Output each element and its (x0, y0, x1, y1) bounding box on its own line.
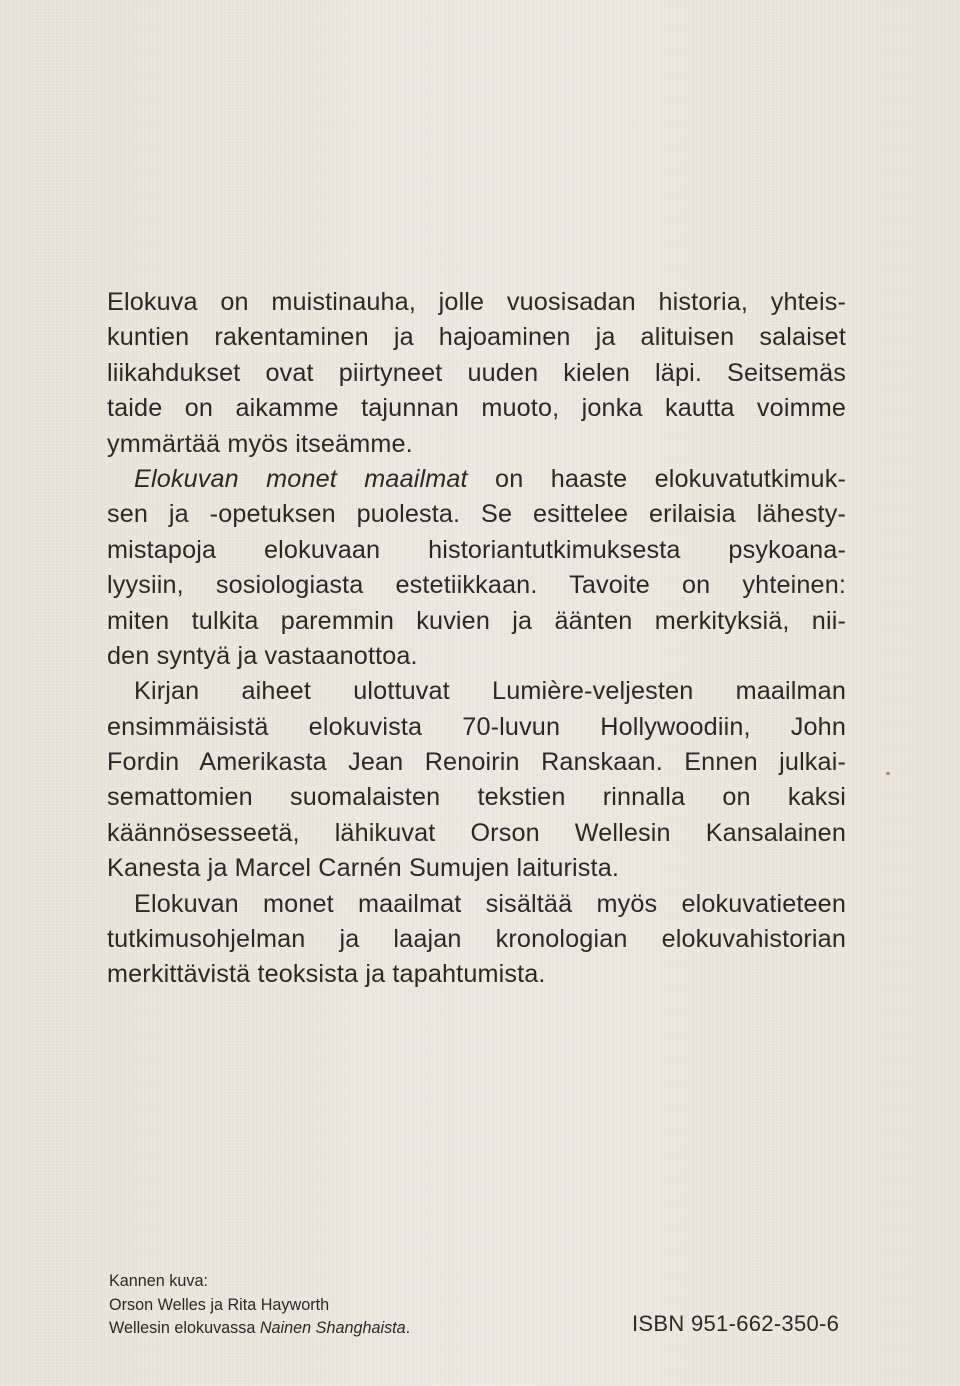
blurb-line: Fordin Amerikasta Jean Renoirin Ranskaan. Ennen julkai- (107, 748, 846, 777)
blurb-line: käännösesseetä, lähikuvat Orson Wellesin Kansalainen (107, 818, 846, 847)
blurb-line: liikahdukset ovat piirtyneet uuden kielen läpi. Seitsemäs (107, 358, 846, 387)
book-title-italic: Elokuvan monet maailmat (134, 464, 468, 493)
blurb-line: lyysiin, sosiologiasta estetiikkaan. Tavoite on yhteinen: (107, 571, 846, 600)
cover-credit-suffix: . (405, 1319, 411, 1337)
blurb-line-with-title (107, 462, 846, 497)
blurb-line: Kirjan aiheet ulottuvat Lumière-veljesten maailman (134, 677, 846, 706)
blurb-line: miten tulkita paremmin kuvien ja äänten merkityksiä, nii- (107, 606, 846, 635)
blurb-line: kuntien rakentaminen ja hajoaminen ja alituisen salaiset (107, 323, 846, 352)
isbn: ISBN 951-662-350-6 (632, 1311, 840, 1336)
cover-credit-heading: Kannen kuva: (109, 1272, 208, 1290)
blurb-line: Elokuva on muistinauha, jolle vuosisadan historia, yhteis- (107, 288, 846, 316)
blurb-line: Kanesta ja Marcel Carnén Sumujen laiturista. (107, 854, 619, 883)
blurb-line: merkittävistä teoksista ja tapahtumista. (107, 960, 546, 989)
blurb-line: taide on aikamme tajunnan muoto, jonka kautta voimme (107, 394, 846, 423)
blurb-line-rest: on haaste elokuvatutkimuk- (495, 464, 846, 493)
blurb-text (107, 285, 846, 993)
paper-speck (886, 772, 890, 775)
blurb-line: mistapoja elokuvaan historiantutkimuksesta psykoana- (107, 535, 846, 564)
blurb-line: ymmärtää myös itseämme. (107, 429, 413, 458)
cover-credit-line1: Orson Welles ja Rita Hayworth (109, 1295, 330, 1314)
blurb-line: tutkimusohjelman ja laajan kronologian elokuvahistorian (107, 925, 846, 954)
blurb-line: sen ja -opetuksen puolesta. Se esittelee erilaisia lähesty- (107, 500, 846, 529)
film-title-italic: Nainen Shanghaista (259, 1319, 406, 1337)
blurb-line: semattomien suomalaisten tekstien rinnalla on kaksi (107, 783, 846, 812)
cover-credit-line2 (109, 1317, 410, 1341)
blurb-line: den syntyä ja vastaanottoa. (107, 641, 418, 670)
blurb-line: ensimmäisistä elokuvista 70-luvun Hollywoodiin, John (107, 712, 846, 741)
cover-credit (109, 1270, 410, 1341)
blurb-line: Elokuvan monet maailmat sisältää myös elokuvatieteen (134, 889, 846, 918)
cover-credit-prefix: Wellesin elokuvassa (109, 1319, 260, 1337)
